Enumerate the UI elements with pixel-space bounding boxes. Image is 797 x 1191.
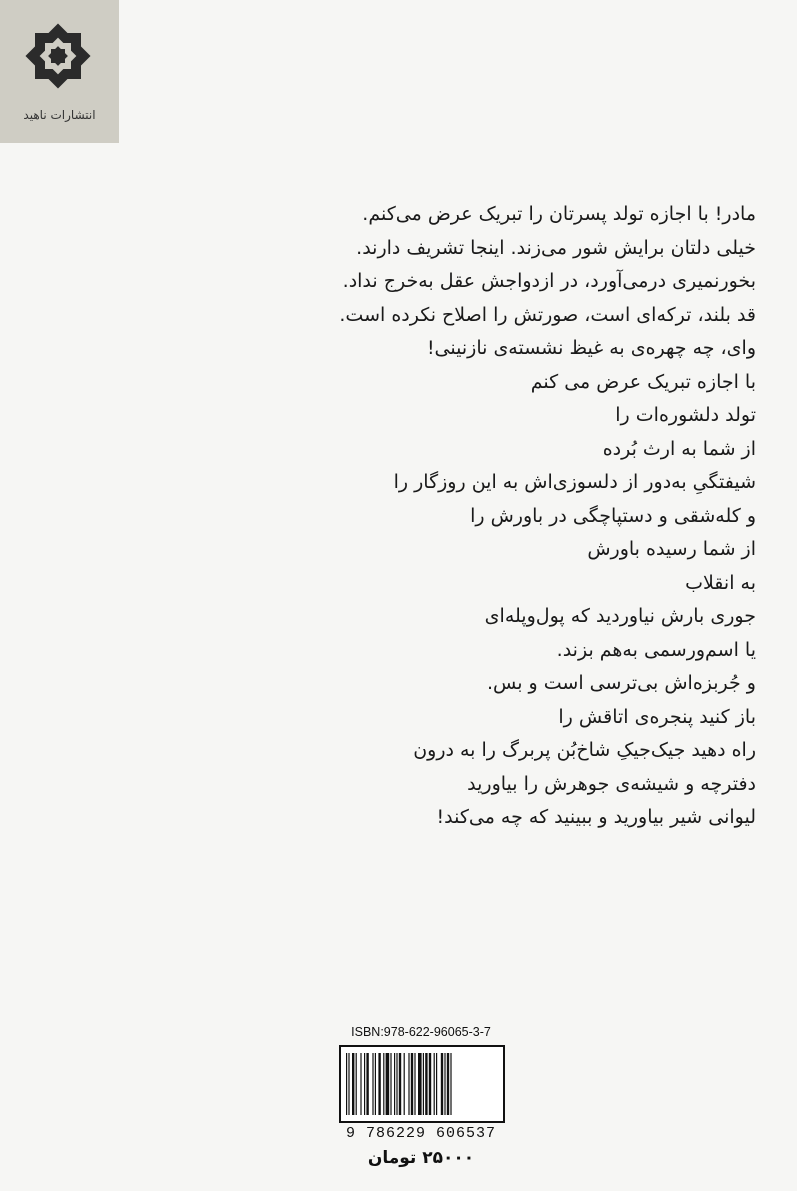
- barcode-bar: [366, 1053, 368, 1115]
- barcode-bar: [360, 1053, 361, 1115]
- barcode-bar: [436, 1053, 437, 1115]
- barcode-bar: [425, 1053, 427, 1115]
- poem-line: مادر! با اجازه تولد پسرتان را تبریک عرض می‌کنم.: [362, 203, 756, 225]
- poem-line: و کله‌شقی و دستپاچگی در باورش را: [470, 504, 756, 527]
- publisher-name: انتشارات ناهید: [23, 108, 96, 122]
- price-label: ۲۵۰۰۰ تومان: [367, 1148, 475, 1168]
- poem-line: با اجازه تبریک عرض می کنم: [530, 370, 756, 393]
- barcode-bar: [418, 1053, 422, 1115]
- poem-line: لیوانی شیر بیاورید و ببینید که چه می‌کند!: [436, 806, 756, 828]
- barcode-bar: [346, 1053, 347, 1115]
- barcode-bar: [414, 1053, 415, 1115]
- barcode-bar: [444, 1053, 445, 1115]
- barcode-bar: [396, 1053, 397, 1115]
- barcode-bar: [352, 1053, 354, 1115]
- barcode-bar: [434, 1053, 435, 1115]
- poem-line: به انقلاب: [685, 571, 756, 594]
- poem-line: راه دهید جیک‌جیکِ شاخ‌بُن پربرگ را به درون: [413, 739, 756, 761]
- barcode-bar: [450, 1053, 451, 1115]
- barcode-bar: [386, 1053, 390, 1115]
- poem-line: از شما رسیده باورش: [587, 538, 756, 560]
- barcode-bar: [447, 1053, 449, 1115]
- poem-line: قد بلند، ترکه‌ای است، صورتش را اصلاح نکرده است.: [339, 303, 756, 326]
- poem-line: و جُربزه‌اش بی‌ترسی است و بس.: [486, 672, 756, 694]
- poem-line: بخورنمیری درمی‌آورد، در ازدواجش عقل به‌خرج نداد.: [342, 270, 756, 292]
- poem-line: جوری بارش نیاوردید که پول‌وپله‌ای: [484, 605, 756, 627]
- barcode-bar: [411, 1053, 413, 1115]
- barcode-bars: [346, 1053, 498, 1115]
- publisher-logo-box: [0, 0, 119, 143]
- barcode-bar: [356, 1053, 357, 1115]
- barcode: [339, 1045, 505, 1123]
- barcode-block: [333, 1025, 509, 1155]
- barcode-bar: [429, 1053, 431, 1115]
- poem-line: تولد دلشوره‌ات را: [615, 404, 756, 426]
- poem-line: خیلی دلتان برایش شور می‌زند. اینجا تشریف دارند.: [356, 236, 756, 259]
- barcode-bar: [364, 1053, 365, 1115]
- barcode-bar: [390, 1053, 391, 1115]
- barcode-bar: [423, 1053, 424, 1115]
- barcode-bar: [383, 1053, 384, 1115]
- isbn-label: ISBN:978-622-96065-3-7: [351, 1025, 491, 1039]
- barcode-bar: [408, 1053, 409, 1115]
- barcode-bar: [404, 1053, 405, 1115]
- poem-line: وای، چه چهره‌ی به غیظ نشسته‌ی نازنینی!: [426, 337, 756, 359]
- poem-line: یا اسم‌ورسمی به‌هم بزند.: [556, 638, 756, 661]
- barcode-bar: [441, 1053, 443, 1115]
- barcode-bar: [394, 1053, 395, 1115]
- barcode-bar: [378, 1053, 380, 1115]
- barcode-bar: [375, 1053, 376, 1115]
- poem-line: دفترچه و شیشه‌ی جوهرش را بیاورید: [467, 772, 756, 795]
- barcode-bar: [399, 1053, 401, 1115]
- poem-line: شیفتگیِ به‌دور از دلسوزی‌اش به این روزگار را: [393, 471, 756, 493]
- barcode-bar: [372, 1053, 373, 1115]
- barcode-bar: [348, 1053, 349, 1115]
- poem-text: [160, 198, 756, 835]
- eight-point-star-icon: [17, 15, 99, 103]
- poem-line: از شما به ارث بُرده: [602, 437, 756, 460]
- barcode-digits: 9 786229 606537: [345, 1125, 497, 1142]
- poem-line: باز کنید پنجره‌ی اتاقش را: [558, 705, 756, 728]
